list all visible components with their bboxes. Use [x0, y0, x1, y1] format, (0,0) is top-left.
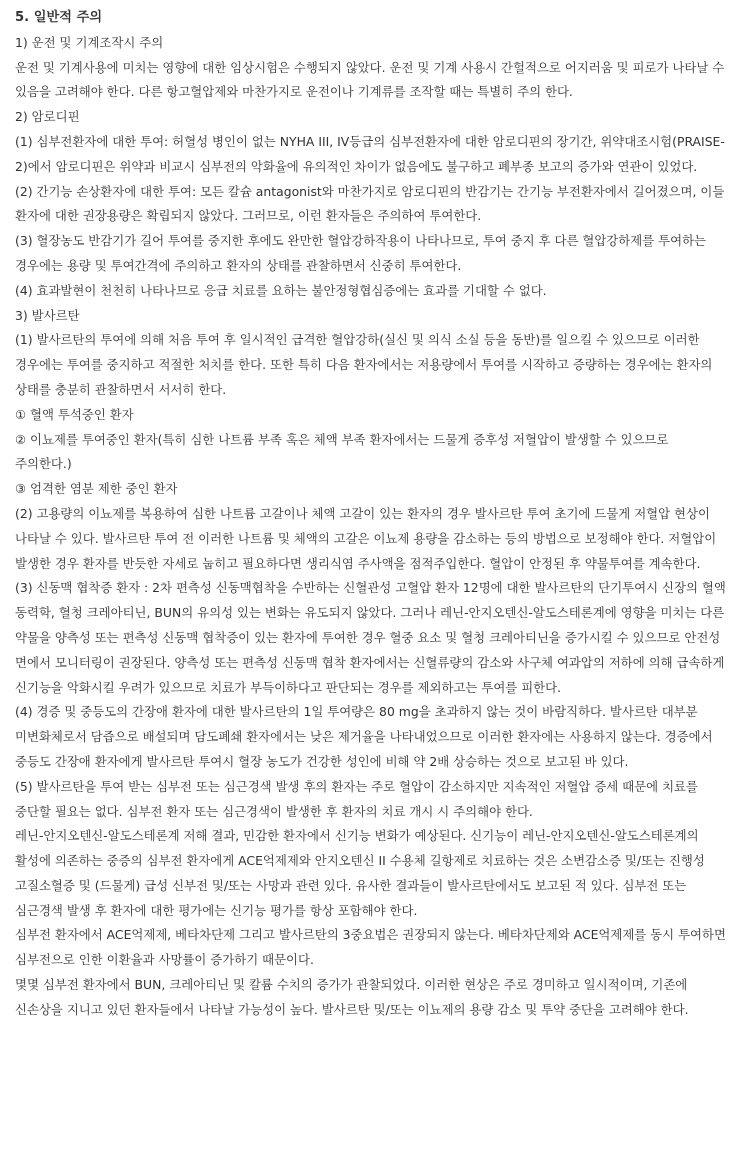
paragraph-amlodipine-1: (1) 심부전환자에 대한 투여: 허혈성 병인이 없는 NYHA III, IV등급의 심부전환자에 대한 암로디핀의 장기간, 위약대조시험(PRAISE-2)에서 암로디핀은 위약과 비교시 심부전의 악화율에 유의적인 차이가 없음에도 불구하고 폐부종 보고의 증가와 연관이 있었다.	[15, 133, 725, 174]
subheading-valsartan: 3) 발사르탄	[15, 307, 80, 323]
paragraph-valsartan-2: (2) 고용량의 이뇨제를 복용하여 심한 나트륨 고갈이나 체액 고갈이 있는 환자의 경우 발사르탄 투여 초기에 드물게 저혈압 현상이 나타날 수 있다. 발사르탄 투여 전 이러한 나트륨 및 체액의 고갈은 이뇨제 용량을 감소하는 등의 방법으로 보정해야 한다. 저혈압이 발생한 경우 환자를 반듯한 자세로 눕히고 필요하다면 생리식염 주사액을 점적주입한다. 혈압이 안정된 후 약물투여를 계속한다.	[15, 505, 717, 571]
paragraph-driving: 운전 및 기계사용에 미치는 영향에 대한 임상시험은 수행되지 않았다. 운전 및 기계 사용시 간헐적으로 어지러움 및 피로가 나타날 수 있음을 고려해야 한다. 다른 항고혈압제와 마찬가지로 운전이나 기계류를 조작할 때는 특별히 주의 한다.	[15, 59, 725, 100]
list-item-salt-restriction: ③ 엄격한 염분 제한 중인 환자	[15, 481, 178, 497]
paragraph-valsartan-1: (1) 발사르탄의 투여에 의해 처음 투여 후 일시적인 급격한 혈압강하(실신 및 의식 소실 등을 동반)를 일으킬 수 있으므로 이러한 경우에는 투여를 중지하고 적절한 처치를 한다. 또한 특히 다음 환자에서는 저용량에서 투여를 시작하고 증량하는 경우에는 환자의 상태를 충분히 관찰하면서 서서히 한다.	[15, 332, 713, 397]
paragraph-triple-therapy: 심부전 환자에서 ACE억제제, 베타차단제 그리고 발사르탄의 3중요법은 권장되지 않는다. 베타차단제와 ACE억제제를 동시 투여하면 심부전으로 인한 이환율과 사망률이 증가하기 때문이다.	[15, 927, 726, 968]
paragraph-valsartan-3: (3) 신동맥 협착증 환자 : 2차 편측성 신동맥협착을 수반하는 신혈관성 고혈압 환자 12명에 대한 발사르탄의 단기투여시 신장의 혈액 동력학, 혈청 크레아티닌, BUN의 유의성 있는 변화는 유도되지 않았다. 그러나 레닌-안지오텐신-알도스테론계에 영향을 미치는 다른 약물을 양측성 또는 편측성 신동맥 협착증이 있는 환자에 투여한 경우 혈중 요소 및 혈청 크레아티닌을 증가시킬 수 있으므로 안전성 면에서 모니터링이 권장된다. 양측성 또는 편측성 신동맥 협착 환자에서는 신혈류량의 감소와 사구체 여과압의 저하에 의해 급속하게 신기능을 악화시킬 우려가 있으므로 치료가 부득이하다고 판단되는 경우를 제외하고는 투여를 피한다.	[15, 580, 726, 695]
list-item-dialysis: ① 혈액 투석중인 환자	[15, 406, 134, 422]
paragraph-bun-increase: 몇몇 심부전 환자에서 BUN, 크레아티닌 및 칼륨 수치의 증가가 관찰되었다. 이러한 현상은 주로 경미하고 일시적이며, 기존에 신손상을 지니고 있던 환자들에서 나타날 가능성이 높다. 발사르탄 및/또는 이뇨제의 용량 감소 및 투약 중단을 고려해야 한다.	[15, 977, 689, 1017]
paragraph-amlodipine-4: (4) 효과발현이 천천히 나타나므로 응급 치료를 요하는 불안정형협심증에는 효과를 기대할 수 없다.	[15, 282, 547, 298]
list-item-diuretic: ② 이뇨제를 투여중인 환자(특히 심한 나트륨 부족 혹은 체액 부족 환자에서는 드물게 증후성 저혈압이 발생할 수 있으므로 주의한다.)	[15, 431, 669, 472]
subheading-amlodipine: 2) 암로디핀	[15, 109, 80, 125]
subheading-driving: 1) 운전 및 기계조작시 주의	[15, 34, 164, 50]
section-title: 5. 일반적 주의	[15, 10, 103, 25]
paragraph-amlodipine-2: (2) 간기능 손상환자에 대한 투여: 모든 칼슘 antagonist와 마찬가지로 암로디핀의 반감기는 간기능 부전환자에서 길어졌으며, 이들 환자에 대한 권장용량은 확립되지 않았다. 그러므로, 이런 환자들은 주의하여 투여한다.	[15, 183, 725, 224]
paragraph-raas: 레닌-안지오텐신-알도스테론계 저해 결과, 민감한 환자에서 신기능 변화가 예상된다. 신기능이 레닌-안지오텐신-알도스테론계의 활성에 의존하는 중증의 심부전 환자에게 ACE억제제와 안지오텐신 II 수용체 길항제로 치료하는 것은 소변감소증 및/또는 진행성 고질소혈증 및 (드물게) 급성 신부전 및/또는 사망과 관련 있다. 유사한 결과들이 발사르탄에서도 보고된 적 있다. 심부전 또는 심근경색 발생 후 환자에 대한 평가에는 신기능 평가를 항상 포함해야 한다.	[15, 828, 705, 918]
paragraph-amlodipine-3: (3) 혈장농도 반감기가 길어 투여를 중지한 후에도 완만한 혈압강하작용이 나타나므로, 투여 중지 후 다른 혈압강하제를 투여하는 경우에는 용량 및 투여간격에 주의하고 환자의 상태를 관찰하면서 신중히 투여한다.	[15, 233, 707, 273]
paragraph-valsartan-4: (4) 경증 및 중등도의 간장애 환자에 대한 발사르탄의 1일 투여량은 80 mg을 초과하지 않는 것이 바람직하다. 발사르탄 대부분 미변화체로서 담즙으로 배설되며 담도폐쇄 환자에서는 낮은 제거율을 나타내었으므로 이러한 환자에는 사용하지 않는다. 경증에서 중등도 간장애 환자에게 발사르탄 투여시 혈장 농도가 건강한 성인에 비해 약 2배 상승하는 것으로 보고된 바 있다.	[15, 704, 713, 769]
paragraph-valsartan-5: (5) 발사르탄을 투여 받는 심부전 또는 심근경색 발생 후의 환자는 주로 혈압이 감소하지만 지속적인 저혈압 증세 때문에 치료를 중단할 필요는 없다. 심부전 환자 또는 심근경색이 발생한 후 환자의 치료 개시 시 주의해야 한다.	[15, 778, 698, 819]
